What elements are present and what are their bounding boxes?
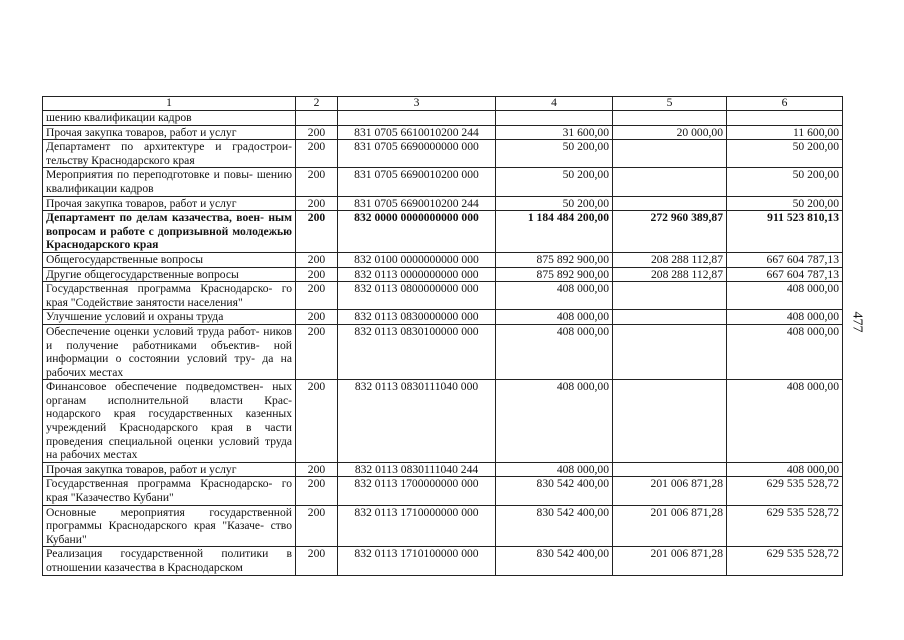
row-value-col6: 408 000,00	[727, 380, 843, 463]
row-name: шению квалификации кадров	[43, 111, 296, 126]
row-name: Прочая закупка товаров, работ и услуг	[43, 462, 296, 477]
table-row	[43, 324, 843, 379]
row-code: 200	[296, 324, 338, 379]
row-value-col5	[613, 168, 727, 196]
row-classification: 832 0113 0000000000 000	[338, 267, 496, 282]
row-code: 200	[296, 267, 338, 282]
table-row	[43, 547, 843, 575]
table-row	[43, 211, 843, 253]
row-code: 200	[296, 125, 338, 140]
row-value-col6: 667 604 787,13	[727, 252, 843, 267]
row-value-col5: 201 006 871,28	[613, 477, 727, 505]
row-classification: 832 0113 1710000000 000	[338, 505, 496, 547]
column-header: 1	[43, 97, 296, 111]
row-value-col6: 50 200,00	[727, 196, 843, 211]
row-value-col5: 272 960 389,87	[613, 211, 727, 253]
row-value-col5	[613, 324, 727, 379]
row-value-col4: 50 200,00	[496, 196, 613, 211]
row-value-col5: 208 288 112,87	[613, 252, 727, 267]
row-value-col4: 50 200,00	[496, 140, 613, 168]
row-name: Государственная программа Краснодарско- го края "Содействие занятости населения"	[43, 282, 296, 310]
table-row	[43, 282, 843, 310]
row-value-col5	[613, 196, 727, 211]
row-value-col6	[727, 111, 843, 126]
row-value-col5: 201 006 871,28	[613, 547, 727, 575]
row-code: 200	[296, 462, 338, 477]
row-name: Улучшение условий и охраны труда	[43, 310, 296, 325]
row-code: 200	[296, 211, 338, 253]
page-number: 477	[849, 311, 865, 333]
row-classification: 832 0113 0800000000 000	[338, 282, 496, 310]
row-value-col6: 408 000,00	[727, 462, 843, 477]
row-value-col4	[496, 111, 613, 126]
row-name: Основные мероприятия государственной программы Краснодарского края "Казаче- ство Кубани"	[43, 505, 296, 547]
row-value-col4: 408 000,00	[496, 380, 613, 463]
row-classification: 831 0705 6690010200 244	[338, 196, 496, 211]
row-classification: 832 0100 0000000000 000	[338, 252, 496, 267]
row-value-col4: 408 000,00	[496, 282, 613, 310]
row-name: Департамент по делам казачества, воен- ным вопросам и работе с допризывной молодежью Краснодарского края	[43, 211, 296, 253]
row-value-col4: 408 000,00	[496, 310, 613, 325]
table-row	[43, 125, 843, 140]
row-value-col6: 408 000,00	[727, 310, 843, 325]
row-classification: 832 0113 0830100000 000	[338, 324, 496, 379]
row-value-col6: 629 535 528,72	[727, 505, 843, 547]
column-header: 4	[496, 97, 613, 111]
row-name: Реализация государственной политики в отношении казачества в Краснодарском	[43, 547, 296, 575]
row-value-col6: 629 535 528,72	[727, 477, 843, 505]
row-value-col5	[613, 140, 727, 168]
table-row	[43, 267, 843, 282]
row-classification: 832 0113 0830000000 000	[338, 310, 496, 325]
row-value-col4: 830 542 400,00	[496, 547, 613, 575]
row-code: 200	[296, 196, 338, 211]
row-code: 200	[296, 168, 338, 196]
row-classification: 832 0000 0000000000 000	[338, 211, 496, 253]
row-classification: 831 0705 6690000000 000	[338, 140, 496, 168]
row-name: Другие общегосударственные вопросы	[43, 267, 296, 282]
row-value-col6: 911 523 810,13	[727, 211, 843, 253]
row-value-col5	[613, 111, 727, 126]
row-name: Государственная программа Краснодарско- го края "Казачество Кубани"	[43, 477, 296, 505]
table-row	[43, 505, 843, 547]
row-value-col5	[613, 282, 727, 310]
row-name: Финансовое обеспечение подведомствен- ных органам исполнительной власти Крас- нодарского края государственных казенных учреждений Краснодарского края в части проведения специальной оценки условий труда на рабочих местах	[43, 380, 296, 463]
row-value-col4: 875 892 900,00	[496, 252, 613, 267]
row-code: 200	[296, 505, 338, 547]
column-header: 3	[338, 97, 496, 111]
row-classification: 831 0705 6610010200 244	[338, 125, 496, 140]
row-code: 200	[296, 140, 338, 168]
row-value-col4: 830 542 400,00	[496, 477, 613, 505]
row-value-col6: 629 535 528,72	[727, 547, 843, 575]
row-value-col4: 408 000,00	[496, 324, 613, 379]
table-row	[43, 310, 843, 325]
row-value-col5	[613, 380, 727, 463]
row-classification: 832 0113 0830111040 000	[338, 380, 496, 463]
column-header: 5	[613, 97, 727, 111]
table-row	[43, 196, 843, 211]
row-code: 200	[296, 252, 338, 267]
row-value-col5: 20 000,00	[613, 125, 727, 140]
row-code: 200	[296, 282, 338, 310]
row-name: Общегосударственные вопросы	[43, 252, 296, 267]
table-header-row	[43, 97, 843, 111]
table-row	[43, 140, 843, 168]
row-classification: 831 0705 6690010200 000	[338, 168, 496, 196]
column-header: 6	[727, 97, 843, 111]
table-row	[43, 462, 843, 477]
row-name: Прочая закупка товаров, работ и услуг	[43, 196, 296, 211]
table-row	[43, 111, 843, 126]
row-value-col6: 408 000,00	[727, 324, 843, 379]
table-row	[43, 380, 843, 463]
row-code: 200	[296, 547, 338, 575]
row-value-col6: 50 200,00	[727, 168, 843, 196]
row-value-col5	[613, 310, 727, 325]
row-value-col4: 50 200,00	[496, 168, 613, 196]
row-classification: 832 0113 1700000000 000	[338, 477, 496, 505]
table-row	[43, 252, 843, 267]
row-value-col4: 830 542 400,00	[496, 505, 613, 547]
row-value-col4: 408 000,00	[496, 462, 613, 477]
row-value-col4: 1 184 484 200,00	[496, 211, 613, 253]
column-header: 2	[296, 97, 338, 111]
row-value-col6: 11 600,00	[727, 125, 843, 140]
row-value-col4: 31 600,00	[496, 125, 613, 140]
row-value-col5	[613, 462, 727, 477]
row-code: 200	[296, 477, 338, 505]
table-row	[43, 477, 843, 505]
row-classification: 832 0113 1710100000 000	[338, 547, 496, 575]
row-value-col6: 667 604 787,13	[727, 267, 843, 282]
row-name: Прочая закупка товаров, работ и услуг	[43, 125, 296, 140]
row-name: Обеспечение оценки условий труда работ- ников и получение работниками объектив- ной информации о состоянии условий тру- да на рабочих местах	[43, 324, 296, 379]
row-classification: 832 0113 0830111040 244	[338, 462, 496, 477]
row-name: Департамент по архитектуре и градострои- тельству Краснодарского края	[43, 140, 296, 168]
row-value-col5: 208 288 112,87	[613, 267, 727, 282]
row-value-col6: 408 000,00	[727, 282, 843, 310]
budget-table	[42, 96, 843, 576]
row-code	[296, 111, 338, 126]
row-code: 200	[296, 310, 338, 325]
row-value-col4: 875 892 900,00	[496, 267, 613, 282]
table-row	[43, 168, 843, 196]
row-name: Мероприятия по переподготовке и повы- шению квалификации кадров	[43, 168, 296, 196]
row-value-col6: 50 200,00	[727, 140, 843, 168]
row-value-col5: 201 006 871,28	[613, 505, 727, 547]
row-code: 200	[296, 380, 338, 463]
row-classification	[338, 111, 496, 126]
